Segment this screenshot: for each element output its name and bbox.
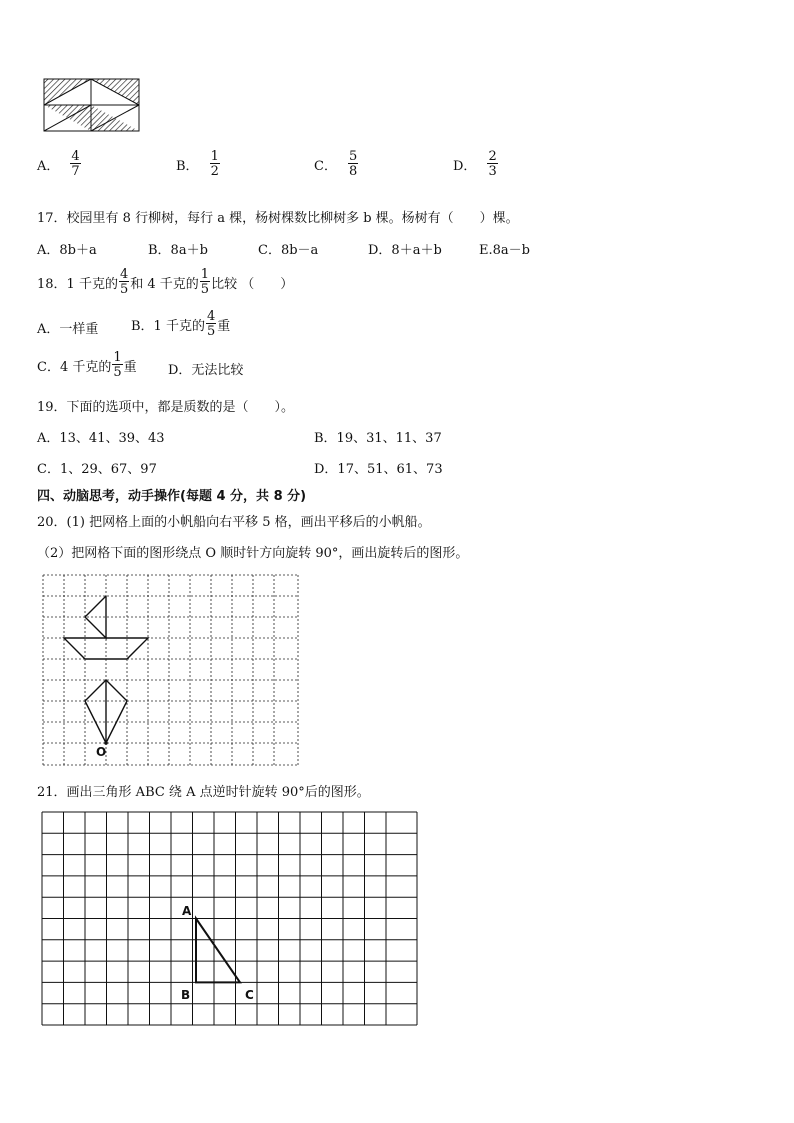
- q18-option-b: B．1 千克的 $\frac{4}{5}$ 重: [131, 309, 231, 339]
- fraction: $\frac{4}{5}$: [119, 267, 129, 297]
- q16-option-a: A． $\frac{4}{7}$: [37, 149, 80, 179]
- q18-option-a: A．一样重: [37, 322, 99, 337]
- q16-option-d: D． $\frac{2}{3}$: [453, 149, 497, 179]
- kite-shape: [85, 680, 127, 743]
- q19-option-c: C．1、29、67、97: [37, 462, 157, 477]
- vertex-a-label: A: [182, 904, 192, 918]
- fraction: $\frac{1}{5}$: [113, 350, 122, 380]
- q21-grid: [40, 810, 420, 1028]
- q19-option-b: B．19、31、11、37: [314, 431, 442, 446]
- q17-option-d: D．8＋a＋b: [368, 243, 442, 258]
- q19-option-a: A．13、41、39、43: [37, 431, 165, 446]
- fraction: $\frac{4}{5}$: [206, 309, 216, 339]
- q17-option-c: C．8b－a: [258, 243, 319, 258]
- q19-option-d: D．17、51、61、73: [314, 462, 443, 477]
- q16-option-c: C． $\frac{5}{8}$: [314, 149, 358, 179]
- q21-question: 21．画出三角形 ABC 绕 A 点逆时针旋转 90°后的图形。: [37, 785, 370, 800]
- q20-instruction-2: （2）把网格下面的图形绕点 O 顺时针方向旋转 90°，画出旋转后的图形。: [37, 546, 469, 561]
- fraction: $\frac{4}{7}$: [71, 149, 80, 179]
- fraction: $\frac{5}{8}$: [348, 149, 358, 179]
- vertex-c-label: C: [245, 988, 254, 1002]
- sailboat: [64, 596, 148, 659]
- q16-option-b: B． $\frac{1}{2}$: [176, 149, 219, 179]
- triangle-abc: [196, 919, 240, 983]
- section-heading: 四、动脑思考，动手操作(每题 4 分，共 8 分): [37, 489, 307, 504]
- q17-question: 17．校园里有 8 行柳树，每行 a 棵，杨树棵数比柳树多 b 棵。杨树有（ ）棵。: [37, 211, 519, 226]
- point-o-label: O: [96, 745, 107, 759]
- q18-question: 18．1 千克的 $\frac{4}{5}$ 和 4 千克的 $\frac{1}{5}$ 比较 （ ）: [37, 267, 294, 297]
- q18-option-d: D．无法比较: [168, 363, 244, 378]
- q16-figure: [43, 78, 141, 133]
- vertex-b-label: B: [181, 988, 191, 1002]
- q20-instruction-1: 20．(1) 把网格上面的小帆船向右平移 5 格，画出平移后的小帆船。: [37, 515, 431, 530]
- q20-grid: [40, 572, 302, 768]
- fraction: $\frac{2}{3}$: [488, 149, 497, 179]
- fraction: $\frac{1}{2}$: [210, 149, 219, 179]
- q17-option-e: E.8a－b: [479, 243, 530, 258]
- q17-option-b: B．8a＋b: [148, 243, 208, 258]
- fraction: $\frac{1}{5}$: [200, 267, 210, 297]
- q18-option-c: C．4 千克的 $\frac{1}{5}$ 重: [37, 350, 137, 380]
- q19-question: 19．下面的选项中，都是质数的是（ ）。: [37, 400, 295, 415]
- q17-option-a: A．8b＋a: [37, 243, 97, 258]
